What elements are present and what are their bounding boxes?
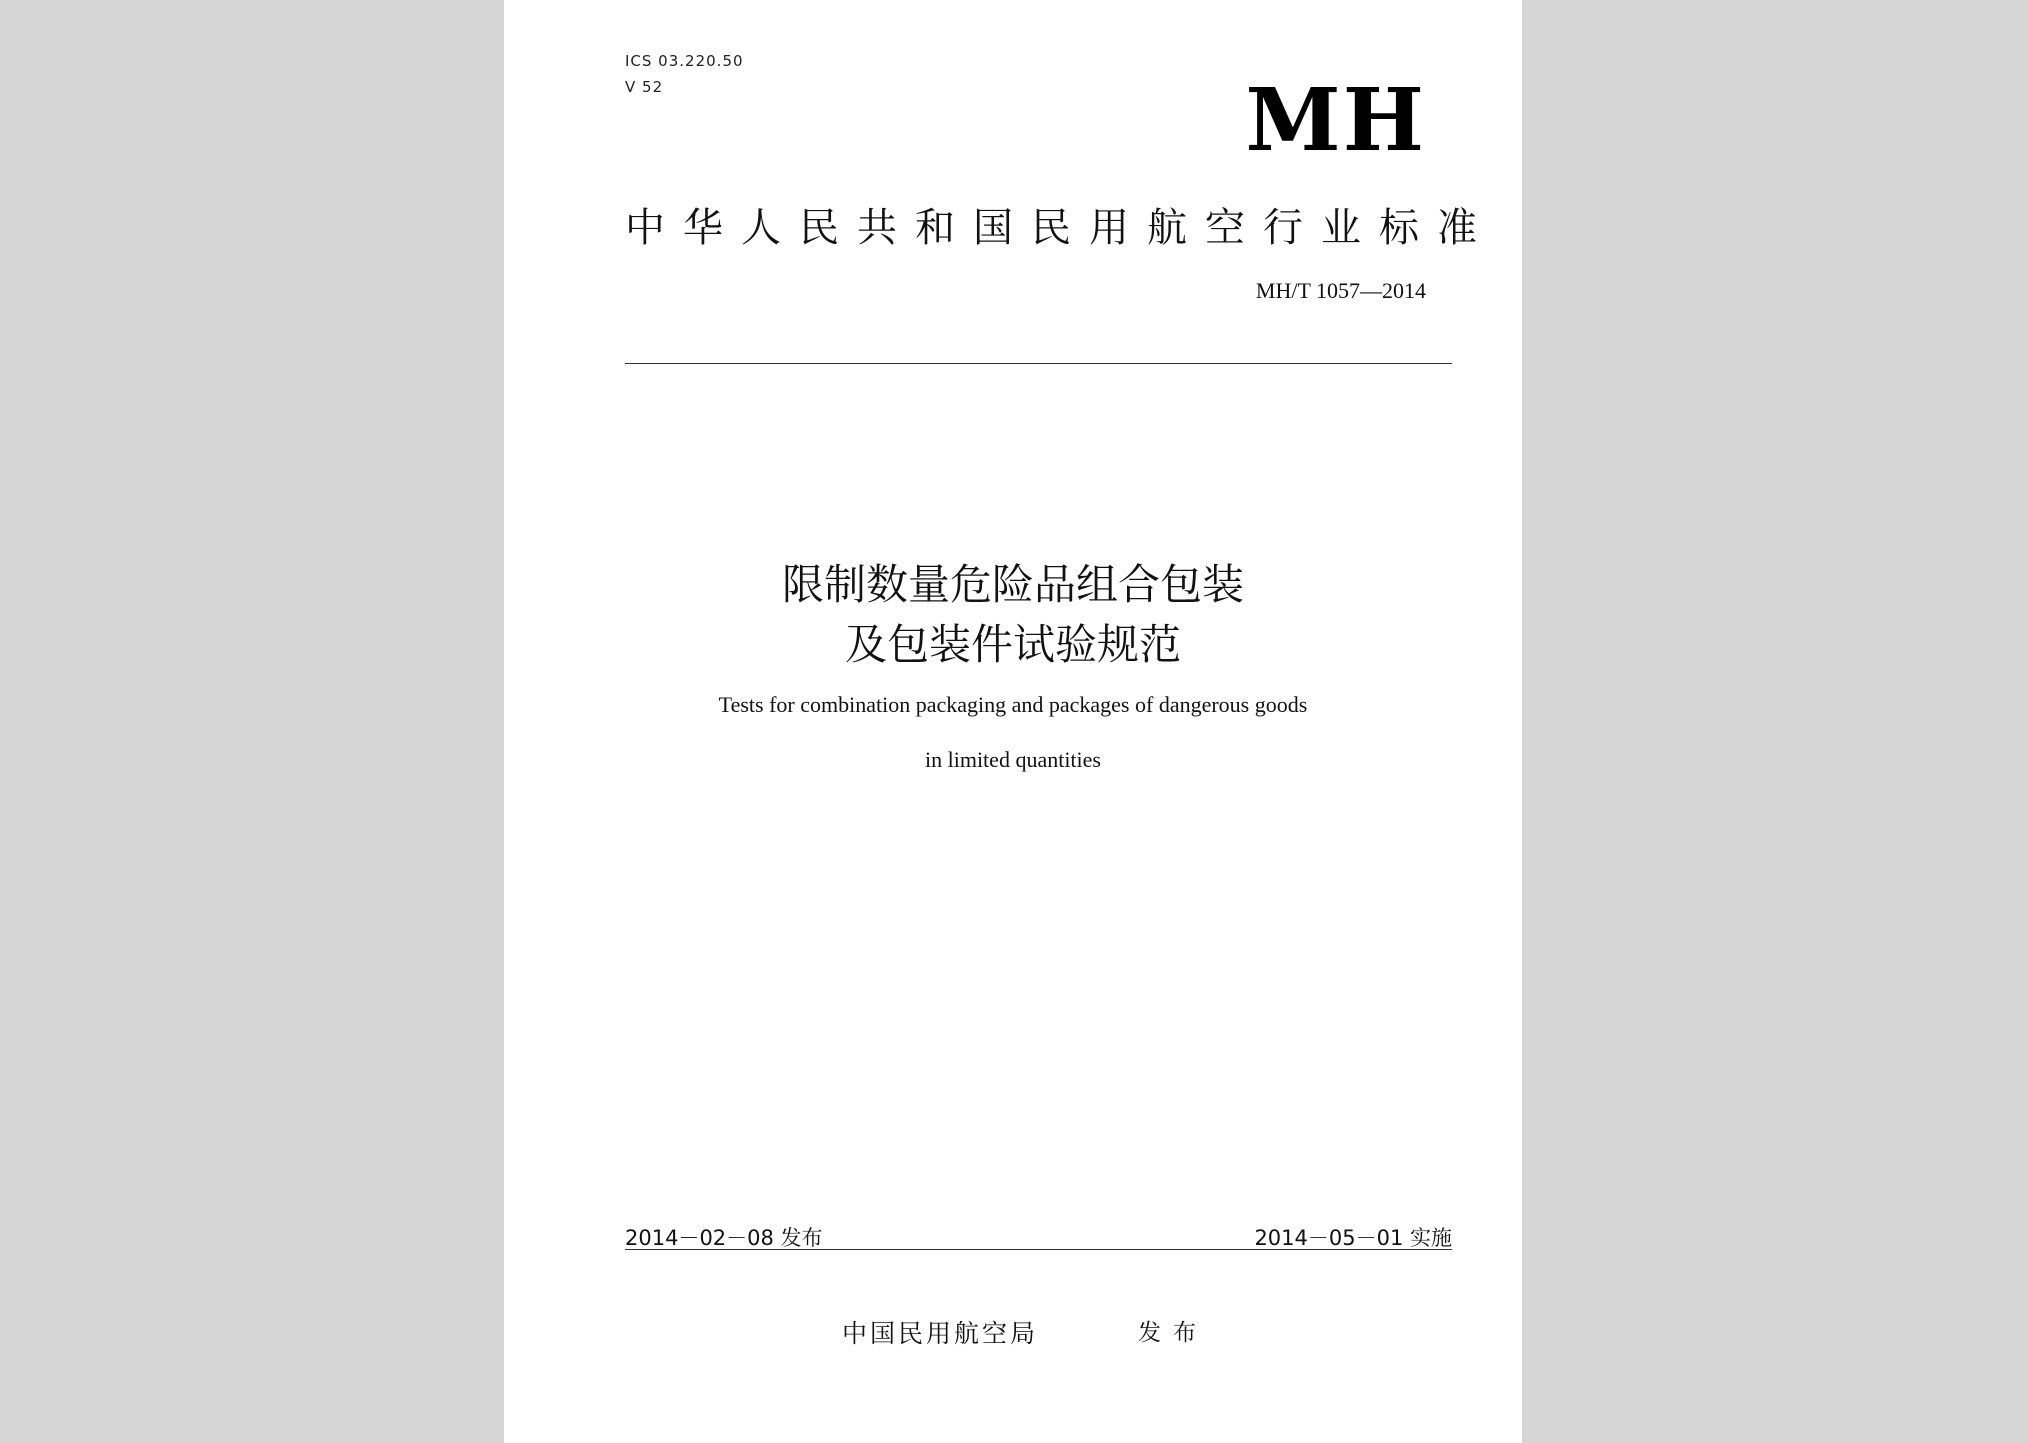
english-title-line-1: Tests for combination packaging and packages of dangerous goods <box>718 692 1308 717</box>
publisher-name: 中国民用航空局 <box>842 1319 1039 1348</box>
document-page <box>504 0 1522 1443</box>
publish-label: 发布 <box>1138 1320 1208 1346</box>
implementation-date: 2014－05－01 实施 <box>1254 1226 1452 1250</box>
mh-logo: MH <box>1245 70 1426 171</box>
standard-number: MH/T 1057—2014 <box>1255 278 1426 303</box>
top-divider <box>625 363 1452 364</box>
chinese-title-line-2: 及包装件试验规范 <box>844 620 1181 669</box>
classification-code: V 52 <box>625 78 664 96</box>
bottom-divider <box>625 1249 1452 1250</box>
issue-date: 2014－02－08 发布 <box>625 1226 823 1250</box>
chinese-title-line-1: 限制数量危险品组合包装 <box>781 560 1244 609</box>
ics-code: ICS 03.220.50 <box>625 52 744 70</box>
standard-title: 中华人民共和国民用航空行业标准 <box>625 205 1495 251</box>
english-title-line-2: in limited quantities <box>925 747 1101 772</box>
